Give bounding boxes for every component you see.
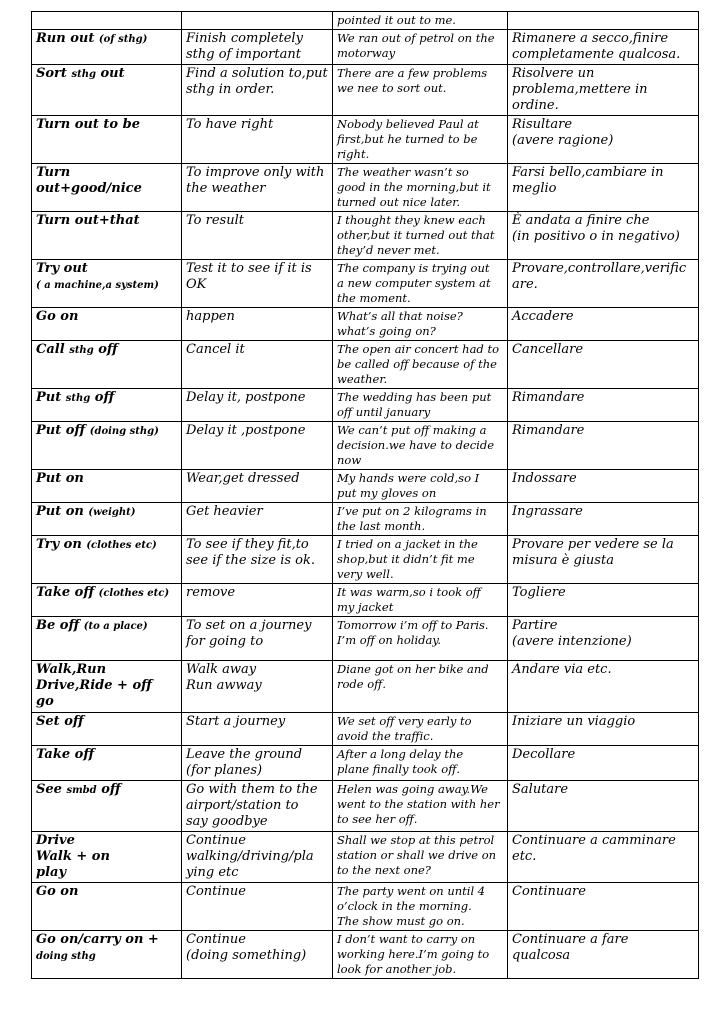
verb-text: Go on	[36, 309, 79, 324]
verb-text: Set off	[36, 714, 84, 729]
verb-text: Take off	[36, 585, 99, 600]
meaning-cell	[182, 65, 333, 116]
translation-cell-line: are.	[512, 277, 538, 292]
translation-cell-line: Rimandare	[512, 423, 585, 438]
table-row	[32, 116, 699, 164]
example-cell-line: my jacket	[337, 600, 394, 614]
verb-note: (clothes etc)	[86, 540, 157, 551]
example-cell-line: Diane got on her bike and	[337, 662, 489, 676]
translation-cell-line: Continuare	[512, 884, 586, 899]
example-cell-line: decision.we have to decide	[337, 438, 495, 452]
verb-note: sthg	[69, 345, 94, 356]
verb-text: Turn out to be	[36, 117, 140, 132]
example-cell	[333, 30, 508, 65]
meaning-cell	[182, 883, 333, 931]
example-cell	[333, 389, 508, 422]
translation-cell-line: (avere intenzione)	[512, 634, 632, 649]
example-cell-line: avoid the traffic.	[337, 729, 434, 743]
meaning-cell-line: sthg of important	[186, 47, 301, 62]
meaning-cell-line: Start a journey	[186, 714, 286, 729]
translation-cell-line: ordine.	[512, 98, 559, 113]
translation-cell-line: (avere ragione)	[512, 133, 614, 148]
meaning-cell-line: (doing something)	[186, 948, 307, 963]
meaning-cell	[182, 116, 333, 164]
table-row	[32, 832, 699, 883]
verb-note: (clothes etc)	[98, 588, 170, 599]
translation-cell-line: Rimandare	[512, 390, 585, 405]
translation-cell	[508, 617, 699, 661]
translation-cell-line: etc.	[512, 849, 537, 864]
translation-cell-line: È andata a finire che	[512, 213, 650, 228]
phrasal-verb-cell	[32, 116, 182, 164]
verb-text: Go on/carry on +	[36, 932, 159, 947]
example-cell-line: weather.	[337, 372, 388, 386]
verb-text: out+good/nice	[36, 181, 142, 196]
verb-text: Drive	[36, 833, 75, 848]
example-cell-line: off until january	[337, 405, 431, 419]
translation-cell-line: Togliere	[512, 585, 566, 600]
phrasal-verb-cell	[32, 65, 182, 116]
phrasal-verb-cell	[32, 341, 182, 389]
translation-cell	[508, 389, 699, 422]
example-cell-line: I tried on a jacket in the	[337, 537, 478, 551]
meaning-cell-line: walking/driving/pla	[186, 849, 314, 864]
phrasal-verb-cell	[32, 781, 182, 832]
example-cell	[333, 503, 508, 536]
table-row	[32, 422, 699, 470]
translation-cell	[508, 746, 699, 781]
meaning-cell-line: Continue	[186, 884, 246, 899]
example-cell	[333, 746, 508, 781]
phrasal-verb-cell	[32, 746, 182, 781]
example-cell-line: My hands were cold,so I	[337, 471, 480, 485]
translation-cell-line: misura è giusta	[512, 553, 614, 568]
table-row	[32, 617, 699, 661]
table-row	[32, 12, 699, 30]
verb-note: doing sthg	[36, 951, 96, 962]
meaning-cell	[182, 832, 333, 883]
phrasal-verb-cell	[32, 584, 182, 617]
example-cell	[333, 617, 508, 661]
translation-cell	[508, 503, 699, 536]
verb-note: (to a place)	[83, 621, 148, 632]
example-cell-line: shop,but it didn’t fit me	[337, 552, 475, 566]
example-cell-line: We can’t put off making a	[337, 423, 487, 437]
verb-text: Be off	[36, 618, 84, 633]
example-cell-line: Nobody believed Paul at	[337, 117, 479, 131]
translation-cell	[508, 931, 699, 979]
meaning-cell-line: Delay it, postpone	[186, 390, 306, 405]
translation-cell	[508, 308, 699, 341]
meaning-cell-line: Cancel it	[186, 342, 245, 357]
meaning-cell-line: for going to	[186, 634, 264, 649]
example-cell-line: pointed it out to me.	[337, 13, 456, 27]
translation-cell-line: Partire	[512, 618, 558, 633]
translation-cell-line: Continuare a fare	[512, 932, 629, 947]
example-cell-line: very well.	[337, 567, 394, 581]
table-row	[32, 931, 699, 979]
verb-text: off	[96, 782, 121, 797]
meaning-cell	[182, 12, 333, 30]
example-cell-line: they’d never met.	[337, 243, 440, 257]
verb-note: (doing sthg)	[89, 426, 159, 437]
meaning-cell-line: To improve only with	[186, 165, 325, 180]
meaning-cell	[182, 584, 333, 617]
example-cell-line: The party went on until 4	[337, 884, 486, 898]
phrasal-verb-cell	[32, 389, 182, 422]
example-cell-line: good in the morning,but it	[337, 180, 491, 194]
example-cell	[333, 781, 508, 832]
phrasal-verb-cell	[32, 931, 182, 979]
translation-cell-line: Cancellare	[512, 342, 584, 357]
translation-cell-line: Provare per vedere se la	[512, 537, 674, 552]
meaning-cell-line: Walk away	[186, 662, 257, 677]
meaning-cell	[182, 260, 333, 308]
verb-text: Turn out+that	[36, 213, 140, 228]
example-cell-line: Tomorrow i’m off to Paris.	[337, 618, 489, 632]
meaning-cell	[182, 617, 333, 661]
translation-cell	[508, 212, 699, 260]
verb-note: (weight)	[88, 507, 136, 518]
translation-cell-line: Andare via etc.	[512, 662, 612, 677]
table-row	[32, 470, 699, 503]
meaning-cell	[182, 931, 333, 979]
verb-text: Put off	[36, 423, 90, 438]
meaning-cell-line: the weather	[186, 181, 266, 196]
verb-text: off	[90, 390, 115, 405]
meaning-cell-line: To set on a journey	[186, 618, 312, 633]
translation-cell	[508, 713, 699, 746]
phrasal-verbs-table	[31, 11, 699, 979]
table-row	[32, 260, 699, 308]
meaning-cell	[182, 308, 333, 341]
table-row	[32, 536, 699, 584]
example-cell-line: to the next one?	[337, 863, 431, 877]
example-cell-line: I thought they knew each	[337, 213, 486, 227]
meaning-cell	[182, 30, 333, 65]
translation-cell-line: Decollare	[512, 747, 576, 762]
example-cell	[333, 832, 508, 883]
meaning-cell	[182, 713, 333, 746]
example-cell-line: plane finally took off.	[337, 762, 461, 776]
meaning-cell	[182, 781, 333, 832]
example-cell	[333, 883, 508, 931]
example-cell-line: It was warm,so i took off	[337, 585, 481, 599]
table-row	[32, 164, 699, 212]
meaning-cell-line: To result	[186, 213, 244, 228]
verb-text: Run out	[36, 31, 99, 46]
verb-note: (of sthg)	[98, 34, 148, 45]
verb-note: smbd	[66, 785, 97, 796]
meaning-cell	[182, 212, 333, 260]
example-cell	[333, 164, 508, 212]
meaning-cell-line: Run awway	[186, 678, 262, 693]
example-cell-line: right.	[337, 147, 370, 161]
phrasal-verb-cell	[32, 308, 182, 341]
translation-cell	[508, 116, 699, 164]
phrasal-verb-cell	[32, 832, 182, 883]
example-cell	[333, 212, 508, 260]
meaning-cell-line: Continue	[186, 932, 246, 947]
translation-cell	[508, 832, 699, 883]
translation-cell	[508, 164, 699, 212]
example-cell-line: The open air concert had to	[337, 342, 499, 356]
example-cell-line: motorway	[337, 46, 396, 60]
phrasal-verb-cell	[32, 12, 182, 30]
phrasal-verb-cell	[32, 164, 182, 212]
verb-text: See	[36, 782, 67, 797]
verb-note: sthg	[65, 393, 91, 404]
table-row	[32, 746, 699, 781]
translation-cell-line: meglio	[512, 181, 557, 196]
phrasal-verb-cell	[32, 503, 182, 536]
translation-cell-line: Indossare	[512, 471, 577, 486]
meaning-cell	[182, 164, 333, 212]
translation-cell	[508, 584, 699, 617]
verb-text: Drive,Ride + off	[36, 678, 152, 693]
example-cell-line: we nee to sort out.	[337, 81, 447, 95]
example-cell-line: After a long delay the	[337, 747, 464, 761]
translation-cell-line: Risultare	[512, 117, 573, 132]
translation-cell-line: Risolvere un	[512, 66, 595, 81]
translation-cell-line: Iniziare un viaggio	[512, 714, 636, 729]
translation-cell-line: problema,mettere in	[512, 82, 648, 97]
example-cell	[333, 65, 508, 116]
meaning-cell-line: sthg in order.	[186, 82, 275, 97]
example-cell	[333, 931, 508, 979]
meaning-cell	[182, 503, 333, 536]
table-row	[32, 713, 699, 746]
meaning-cell	[182, 470, 333, 503]
example-cell-line: turned out nice later.	[337, 195, 461, 209]
example-cell	[333, 12, 508, 30]
translation-cell	[508, 470, 699, 503]
meaning-cell-line: Delay it ,postpone	[186, 423, 306, 438]
example-cell-line: The company is trying out	[337, 261, 490, 275]
example-cell-line: the last month.	[337, 519, 426, 533]
example-cell-line: other,but it turned out that	[337, 228, 495, 242]
phrasal-verb-cell	[32, 713, 182, 746]
verb-text: go	[36, 694, 54, 709]
example-cell	[333, 661, 508, 713]
example-cell-line: There are a few problems	[337, 66, 488, 80]
translation-cell-line: completamente qualcosa.	[512, 47, 681, 62]
translation-cell	[508, 65, 699, 116]
meaning-cell-line: OK	[186, 277, 207, 292]
example-cell-line: the moment.	[337, 291, 411, 305]
example-cell-line: We set off very early to	[337, 714, 472, 728]
meaning-cell	[182, 341, 333, 389]
example-cell	[333, 341, 508, 389]
meaning-cell-line: Finish completely	[186, 31, 303, 46]
example-cell-line: to see her off.	[337, 812, 418, 826]
translation-cell-line: Rimanere a secco,finire	[512, 31, 669, 46]
verb-text: Try on	[36, 537, 87, 552]
verb-text: Put on	[36, 504, 89, 519]
verb-text: Go on	[36, 884, 79, 899]
meaning-cell-line: To have right	[186, 117, 274, 132]
example-cell	[333, 308, 508, 341]
example-cell-line: We ran out of petrol on the	[337, 31, 495, 45]
table-row	[32, 781, 699, 832]
meaning-cell	[182, 536, 333, 584]
meaning-cell-line: To see if they fit,to	[186, 537, 309, 552]
verb-note: sthg	[71, 69, 96, 80]
verb-text: Walk + on	[36, 849, 110, 864]
meaning-cell	[182, 746, 333, 781]
phrasal-verb-cell	[32, 883, 182, 931]
translation-cell-line: Salutare	[512, 782, 569, 797]
verb-note: ( a machine,a system)	[36, 280, 159, 291]
example-cell-line: first,but he turned to be	[337, 132, 478, 146]
phrasal-verb-cell	[32, 617, 182, 661]
translation-cell	[508, 536, 699, 584]
example-cell-line: The weather wasn’t so	[337, 165, 469, 179]
meaning-cell-line: (for planes)	[186, 763, 263, 778]
translation-cell-line: (in positivo o in negativo)	[512, 229, 680, 244]
example-cell-line: a new computer system at	[337, 276, 491, 290]
verb-text: Walk,Run	[36, 662, 107, 677]
verb-text: Call	[36, 342, 70, 357]
table-row	[32, 503, 699, 536]
translation-cell-line: Farsi bello,cambiare in	[512, 165, 664, 180]
phrasal-verb-cell	[32, 536, 182, 584]
translation-cell	[508, 781, 699, 832]
verb-text: Put	[36, 390, 66, 405]
meaning-cell-line: remove	[186, 585, 236, 600]
example-cell-line: working here.I’m going to	[337, 947, 490, 961]
example-cell-line: What’s all that noise?	[337, 309, 463, 323]
meaning-cell-line: Find a solution to,put	[186, 66, 328, 81]
example-cell-line: rode off.	[337, 677, 386, 691]
example-cell-line: o’clock in the morning.	[337, 899, 472, 913]
phrasal-verb-cell	[32, 212, 182, 260]
phrasal-verb-cell	[32, 422, 182, 470]
example-cell	[333, 116, 508, 164]
example-cell-line: Shall we stop at this petrol	[337, 833, 495, 847]
example-cell-line: now	[337, 453, 362, 467]
table-row	[32, 65, 699, 116]
meaning-cell-line: happen	[186, 309, 235, 324]
example-cell	[333, 260, 508, 308]
example-cell-line: I’ve put on 2 kilograms in	[337, 504, 487, 518]
example-cell	[333, 713, 508, 746]
meaning-cell-line: ying etc	[186, 865, 239, 880]
meaning-cell-line: see if the size is ok.	[186, 553, 316, 568]
translation-cell	[508, 341, 699, 389]
verb-text: off	[93, 342, 118, 357]
example-cell-line: Helen was going away.We	[337, 782, 488, 796]
example-cell-line: be called off because of the	[337, 357, 497, 371]
example-cell-line: went to the station with her	[337, 797, 500, 811]
meaning-cell-line: Go with them to the	[186, 782, 318, 797]
example-cell	[333, 470, 508, 503]
example-cell-line: I don’t want to carry on	[337, 932, 476, 946]
example-cell-line: put my gloves on	[337, 486, 437, 500]
translation-cell-line: Accadere	[512, 309, 574, 324]
meaning-cell-line: Wear,get dressed	[186, 471, 300, 486]
meaning-cell-line: airport/station to	[186, 798, 299, 813]
translation-cell	[508, 12, 699, 30]
table-row	[32, 212, 699, 260]
translation-cell	[508, 883, 699, 931]
phrasal-verb-cell	[32, 30, 182, 65]
phrasal-verb-cell	[32, 470, 182, 503]
table-row	[32, 389, 699, 422]
translation-cell	[508, 422, 699, 470]
meaning-cell-line: say goodbye	[186, 814, 268, 829]
translation-cell-line: qualcosa	[512, 948, 571, 963]
meaning-cell	[182, 389, 333, 422]
meaning-cell-line: Get heavier	[186, 504, 263, 519]
verb-text: play	[36, 865, 67, 880]
example-cell-line: what’s going on?	[337, 324, 436, 338]
translation-cell-line: Provare,controllare,verific	[512, 261, 687, 276]
phrasal-verb-cell	[32, 661, 182, 713]
phrasal-verb-cell	[32, 260, 182, 308]
phrasal-verbs-page	[31, 11, 698, 979]
meaning-cell-line: Leave the ground	[186, 747, 303, 762]
table-row	[32, 341, 699, 389]
table-row	[32, 30, 699, 65]
translation-cell	[508, 30, 699, 65]
translation-cell-line: Continuare a camminare	[512, 833, 676, 848]
example-cell-line: The show must go on.	[337, 914, 465, 928]
example-cell	[333, 584, 508, 617]
table-row	[32, 883, 699, 931]
meaning-cell	[182, 661, 333, 713]
table-body	[32, 12, 699, 979]
verb-text: Put on	[36, 471, 84, 486]
example-cell-line: The wedding has been put	[337, 390, 492, 404]
verb-text: Turn	[36, 165, 71, 180]
example-cell-line: I’m off on holiday.	[337, 633, 441, 647]
verb-text: Take off	[36, 747, 95, 762]
verb-text: out	[95, 66, 125, 81]
example-cell	[333, 536, 508, 584]
translation-cell	[508, 661, 699, 713]
example-cell-line: station or shall we drive on	[337, 848, 497, 862]
table-row	[32, 661, 699, 713]
example-cell	[333, 422, 508, 470]
meaning-cell-line: Continue	[186, 833, 246, 848]
verb-text: Sort	[36, 66, 72, 81]
table-row	[32, 584, 699, 617]
translation-cell-line: Ingrassare	[512, 504, 583, 519]
table-row	[32, 308, 699, 341]
meaning-cell-line: Test it to see if it is	[186, 261, 312, 276]
meaning-cell	[182, 422, 333, 470]
example-cell-line: look for another job.	[337, 962, 457, 976]
verb-text: Try out	[36, 261, 88, 276]
translation-cell	[508, 260, 699, 308]
